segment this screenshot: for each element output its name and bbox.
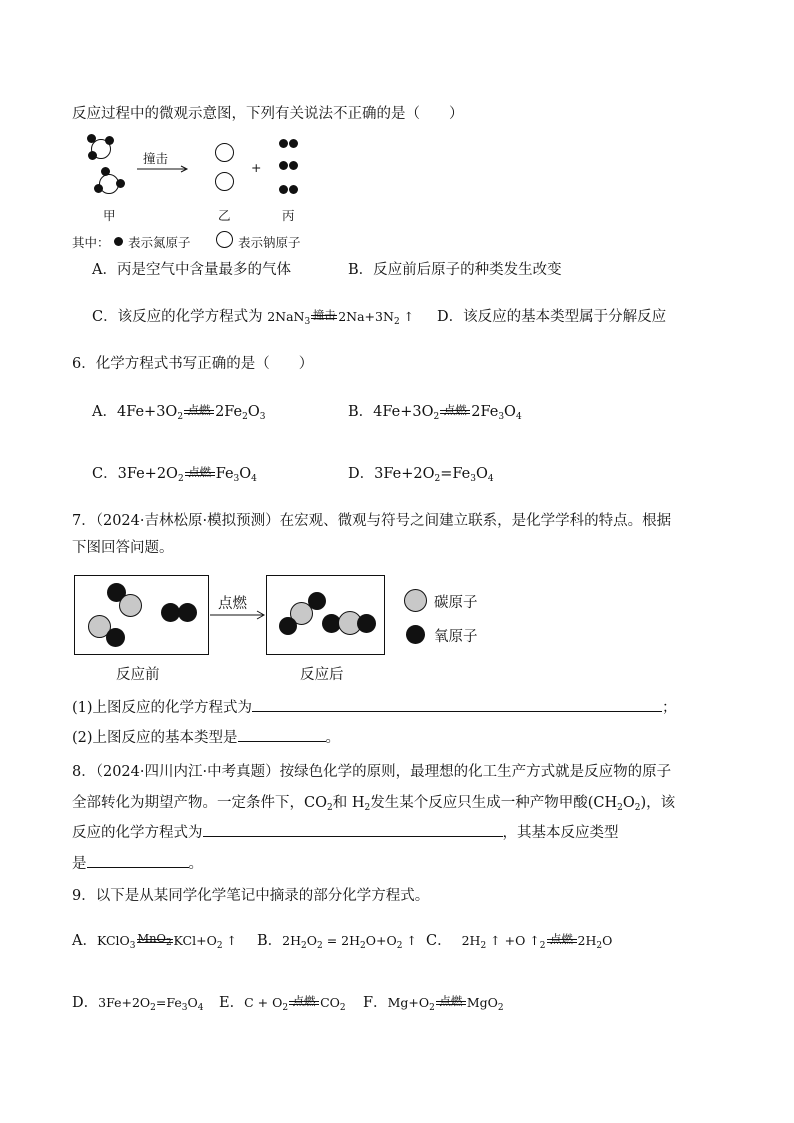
o-atom bbox=[357, 614, 376, 633]
answer-blank[interactable] bbox=[252, 711, 662, 712]
legend-prefix: 其中： bbox=[72, 235, 110, 250]
n-atom bbox=[289, 139, 298, 148]
q6-option-c: C．$3Fe+2O_2$ 点燃 $Fe_3O_4$ bbox=[92, 465, 257, 484]
n-atom bbox=[94, 184, 103, 193]
q5-option-b: B．反应前后原子的种类发生改变 bbox=[348, 262, 562, 278]
q5-option-a: A．丙是空气中含量最多的气体 bbox=[92, 262, 291, 278]
q5-stem: 反应过程中的微观示意图，下列有关说法不正确的是（ ） bbox=[72, 106, 464, 122]
arrow-label: 撞击 bbox=[143, 151, 169, 166]
n-atom bbox=[105, 136, 114, 145]
n-atom bbox=[279, 161, 288, 170]
q6-stem: 6．化学方程式书写正确的是（ ） bbox=[72, 356, 314, 372]
q7-sub1: (1)上图反应的化学方程式为 ； bbox=[72, 700, 677, 716]
before-label: 反应前 bbox=[116, 667, 160, 683]
n-atom bbox=[101, 167, 110, 176]
label-yi: 乙 bbox=[218, 208, 231, 223]
q7-arrow-label: 点燃 bbox=[218, 596, 247, 612]
n-atom bbox=[289, 161, 298, 170]
legend-c-icon bbox=[404, 589, 427, 612]
q8-line4: 是 。 bbox=[72, 856, 203, 872]
q5-option-d: D．该反应的基本类型属于分解反应 bbox=[437, 309, 667, 325]
n-atom bbox=[279, 185, 288, 194]
c-atom bbox=[119, 594, 142, 617]
q9-option-b: B．$2H_2O_2 = 2H_2O+O_2$ ↑ bbox=[257, 933, 417, 951]
n-atom bbox=[279, 139, 288, 148]
label-bing: 丙 bbox=[282, 208, 295, 223]
q8-line3: 反应的化学方程式为 ，其基本反应类型 bbox=[72, 825, 619, 841]
q9-stem: 9．以下是从某同学化学笔记中摘录的部分化学方程式。 bbox=[72, 888, 430, 904]
q6-option-a: A．$4Fe+3O_2$ 点燃 $2Fe_2O_3$ bbox=[92, 403, 266, 422]
q9-option-f: F．$Mg+O_2$ 点燃 MgO$_2$ bbox=[363, 994, 504, 1013]
q5-option-c: C．该反应的化学方程式为 2NaN$_3$ 撞击 $2Na+3N_2$ ↑ bbox=[92, 308, 415, 327]
after-label: 反应后 bbox=[300, 667, 344, 683]
o-atom bbox=[178, 603, 197, 622]
answer-blank[interactable] bbox=[238, 741, 326, 742]
legend-o-icon bbox=[406, 625, 425, 644]
n-atom bbox=[116, 179, 125, 188]
o-atom bbox=[106, 628, 125, 647]
q9-option-d: D．$3Fe+2O_2=Fe_3O_4$ bbox=[72, 995, 204, 1013]
n-atom bbox=[87, 134, 96, 143]
q8-line2: 全部转化为期望产物。一定条件下，$CO_2$和 $H_2$发生某个反应只生成一种产物甲酸$(CH_2O_2)$，该 bbox=[72, 795, 676, 813]
q7-sub2: (2)上图反应的基本类型是 。 bbox=[72, 730, 341, 746]
legend-c-label: 碳原子 bbox=[434, 595, 478, 611]
legend-n-label: 表示氮原子 bbox=[128, 235, 191, 250]
answer-blank[interactable] bbox=[87, 867, 189, 868]
legend-na-label: 表示钠原子 bbox=[238, 235, 301, 250]
legend-na-icon bbox=[216, 231, 233, 248]
q6-option-d: D．$3Fe+2O_2=Fe_3O_4$ bbox=[348, 466, 494, 484]
legend-o-label: 氧原子 bbox=[434, 629, 478, 645]
q7-stem-line2: 下图回答问题。 bbox=[72, 540, 174, 556]
na-atom bbox=[215, 172, 234, 191]
reaction-arrow bbox=[136, 164, 190, 174]
n-atom bbox=[88, 151, 97, 160]
q7-arrow bbox=[209, 610, 267, 620]
legend-n-icon bbox=[114, 237, 123, 246]
q6-option-b: B．$4Fe+3O_2$ 点燃 $2Fe_3O_4$ bbox=[348, 403, 522, 422]
q9-option-c: C． $2H_2$ ↑ +O $↑_2$ 点燃 $2H_2O$ bbox=[426, 932, 613, 951]
n-atom bbox=[289, 185, 298, 194]
q9-option-a: A．KClO$_3$ MnO$_2$ $KCl+O_2$ ↑ bbox=[72, 931, 238, 951]
plus-sign: + bbox=[251, 160, 262, 175]
label-jia: 甲 bbox=[103, 208, 116, 223]
q8-line1: 8．（2024·四川内江·中考真题）按绿色化学的原则，最理想的化工生产方式就是反应物的原子 bbox=[72, 764, 672, 780]
q9-option-e: E．$C + O_2$ 点燃 $CO_2$ bbox=[219, 994, 346, 1013]
q7-stem-line1: 7．（2024·吉林松原·模拟预测）在宏观、微观与符号之间建立联系，是化学学科的特点。根据 bbox=[72, 513, 672, 529]
o-atom bbox=[279, 617, 297, 635]
na-atom bbox=[215, 143, 234, 162]
answer-blank[interactable] bbox=[203, 836, 503, 837]
